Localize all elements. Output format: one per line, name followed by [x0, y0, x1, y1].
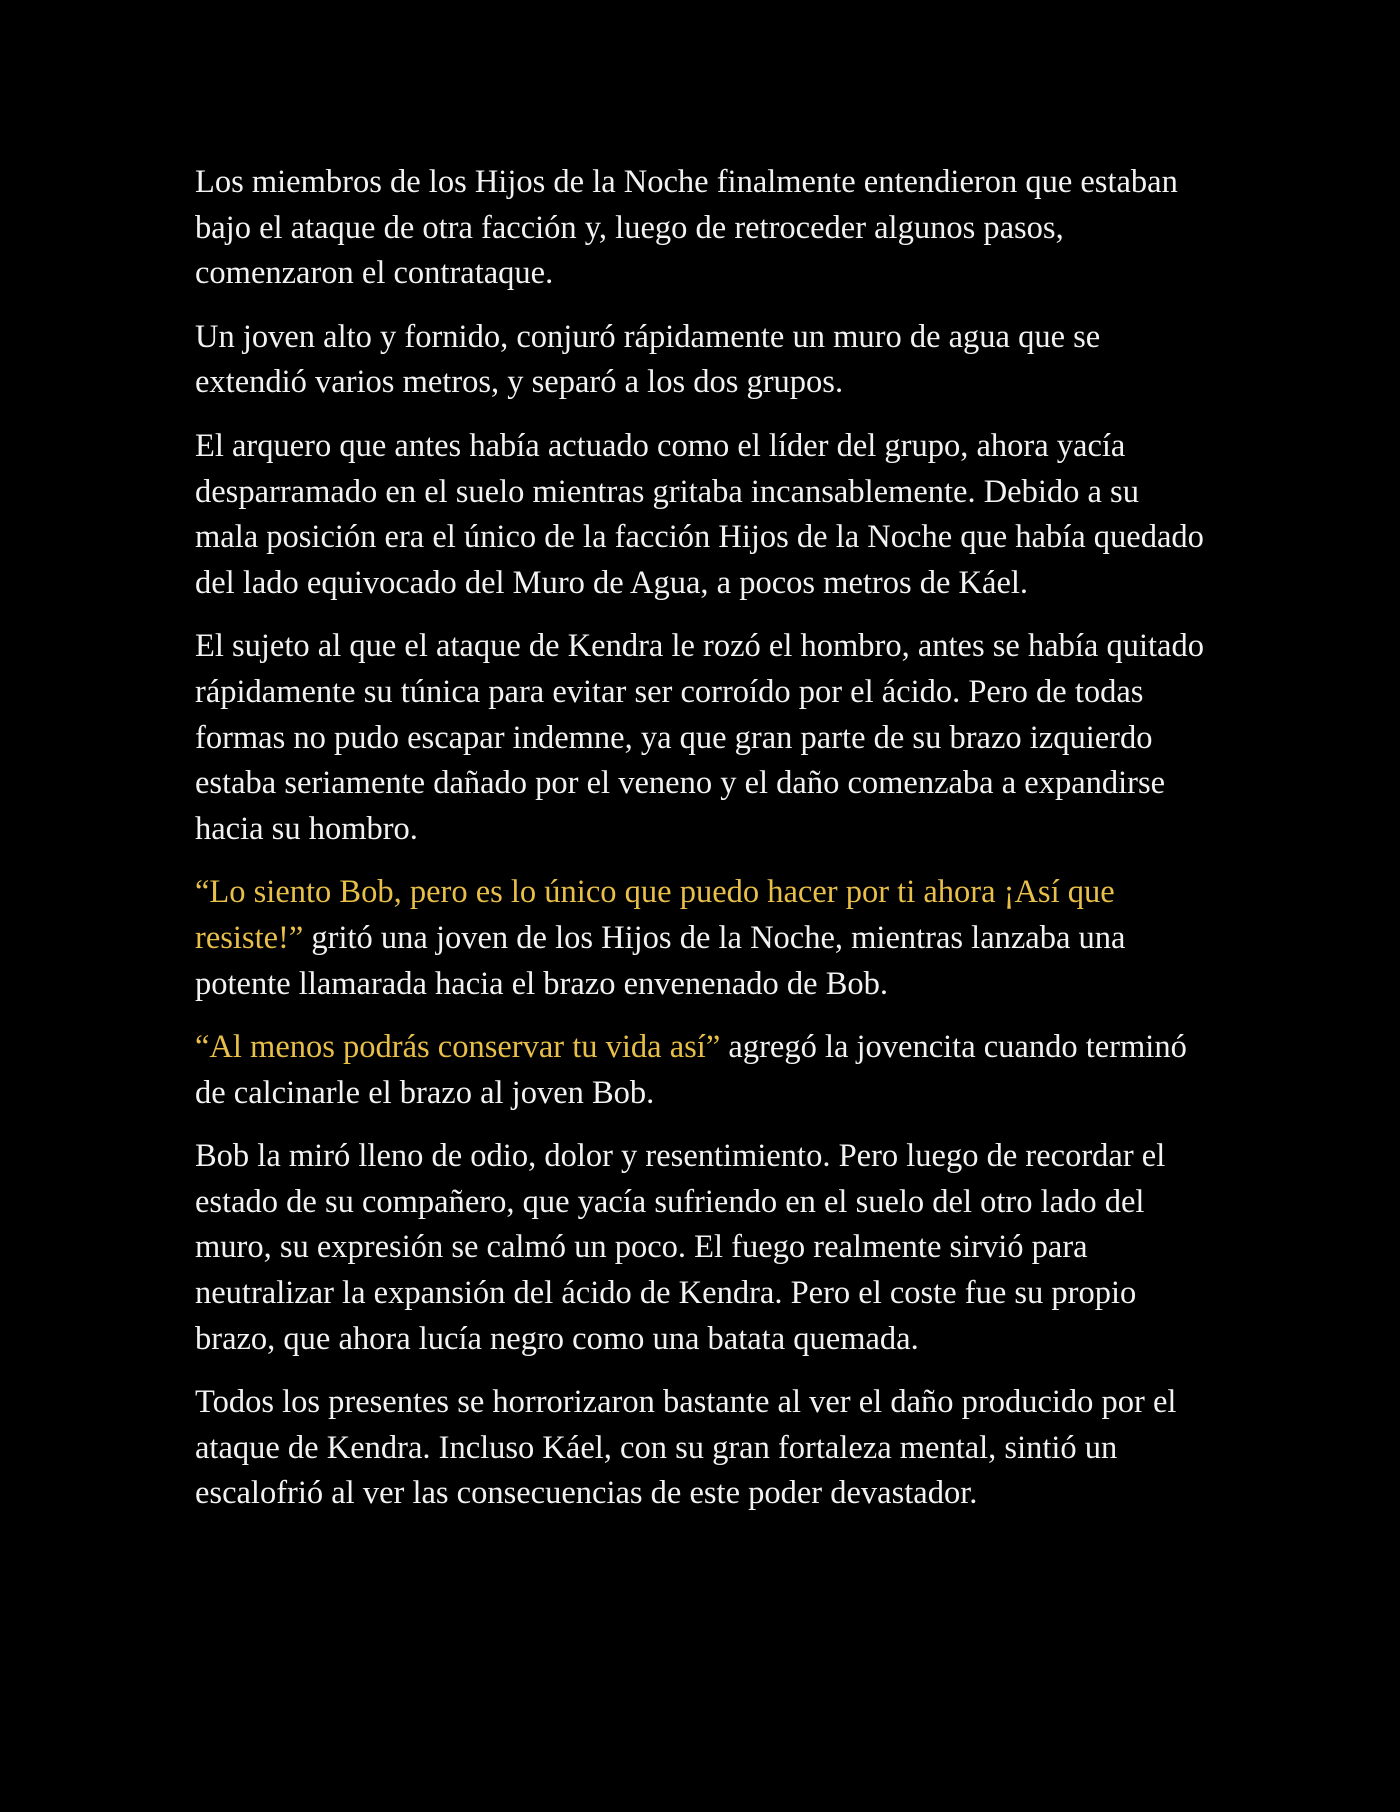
- paragraph-1: Los miembros de los Hijos de la Noche finalmente entendieron que estaban bajo el ataque de otra facción y, luego de retroceder algunos pasos, comenzaron el contrataque.: [195, 164, 1178, 292]
- paragraph-5: [195, 870, 1210, 1007]
- narration-text: agregó la jovencita cuando terminó de calcinarle el brazo al joven Bob.: [195, 1029, 1187, 1111]
- narration-text: gritó una joven de los Hijos de la Noche, mientras lanzaba una potente llamarada hacia el brazo envenenado de Bob.: [195, 919, 1126, 1002]
- paragraph-4: El sujeto al que el ataque de Kendra le rozó el hombro, antes se había quitado rápidamente su túnica para evitar ser corroído por el ácido. Pero de todas formas no pudo escapar indemne, ya que gran parte de su brazo izquierdo estaba seriamente dañado por el veneno y el daño comenzaba a expandirse hacia su hombro.: [195, 628, 1204, 847]
- paragraph-8: Todos los presentes se horrorizaron bastante al ver el daño producido por el ataque de Kendra. Incluso Káel, con su gran fortaleza mental, sintió un escalofrió al ver las consecuencias de este poder devastador.: [195, 1384, 1177, 1512]
- paragraph-7: Bob la miró lleno de odio, dolor y resentimiento. Pero luego de recordar el estado de su compañero, que yacía sufriendo en el suelo del otro lado del muro, su expresión se calmó un poco. El fuego realmente sirvió para neutralizar la expansión del ácido de Kendra. Pero el coste fue su propio brazo, que ahora lucía negro como una batata quemada.: [195, 1138, 1166, 1357]
- paragraph-3: El arquero que antes había actuado como el líder del grupo, ahora yacía desparramado en el suelo mientras gritaba incansablemente. Debido a su mala posición era el único de la facción Hijos de la Noche que había quedado del lado equivocado del Muro de Agua, a pocos metros de Káel.: [195, 427, 1204, 601]
- paragraph-6: [195, 1025, 1210, 1116]
- paragraph-2: Un joven alto y fornido, conjuró rápidamente un muro de agua que se extendió varios metros, y separó a los dos grupos.: [195, 318, 1101, 401]
- story-text: [195, 160, 1210, 1535]
- dialogue-quote: “Al menos podrás conservar tu vida así”: [195, 1029, 721, 1066]
- dialogue-quote: “Lo siento Bob, pero es lo único que puedo hacer por ti ahora ¡Así que resiste!”: [195, 874, 1115, 956]
